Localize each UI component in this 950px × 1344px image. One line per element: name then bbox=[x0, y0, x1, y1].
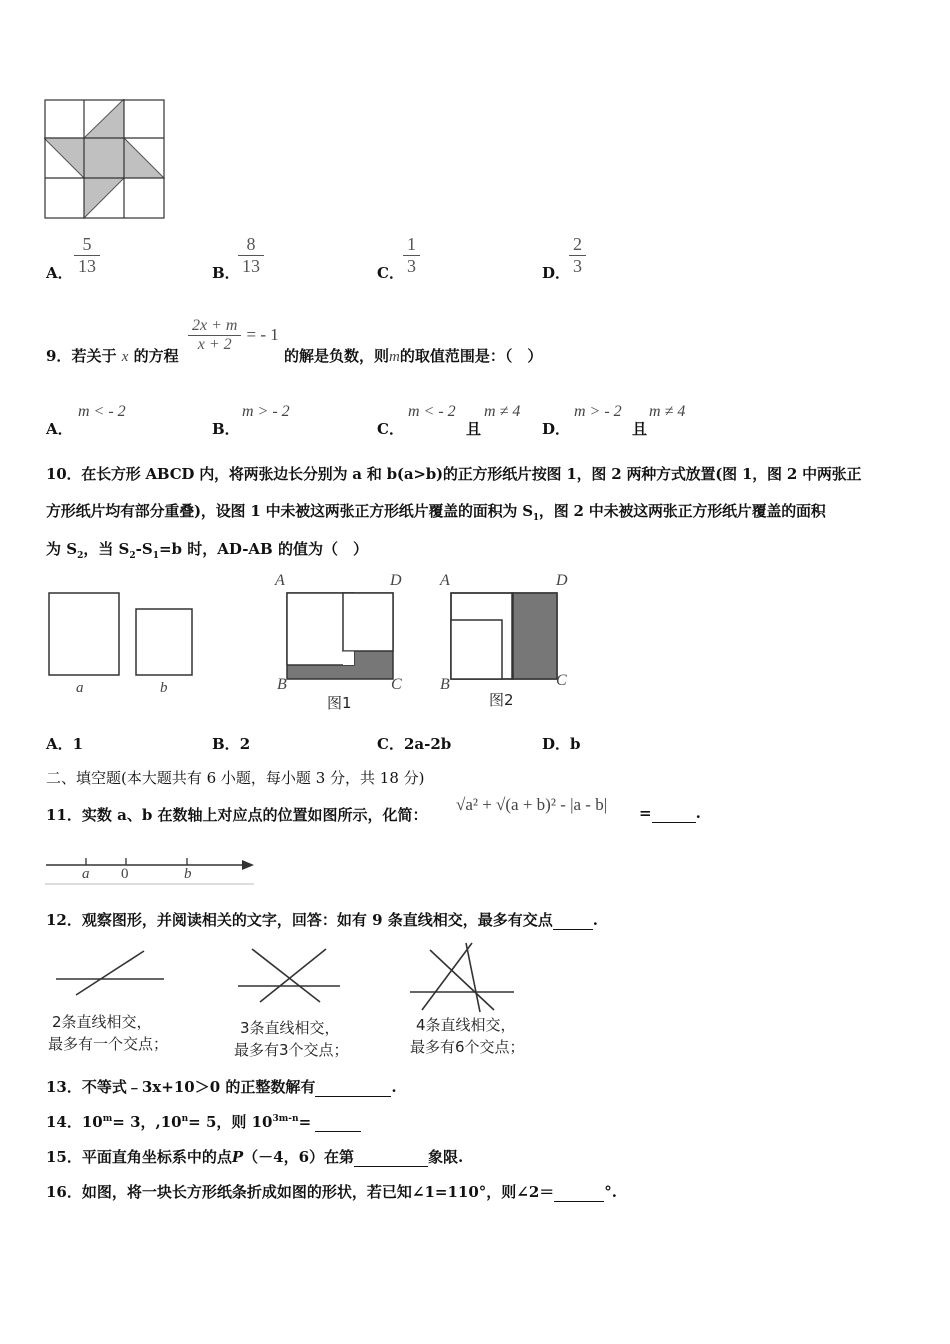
q12-stem[interactable]: 12．观察图形，并阅读相关的文字，回答：如有 9 条直线相交，最多有交点 . bbox=[46, 911, 598, 929]
q11-expression: √a² + √(a + b)² - |a - b| bbox=[456, 795, 608, 814]
q12-caption-3: 4条直线相交， 最多有6个交点； bbox=[410, 1016, 525, 1056]
section-2-heading: 二、填空题(本大题共有 6 小题，每小题 3 分，共 18 分) bbox=[46, 769, 425, 787]
q12-caption-2: 3条直线相交， 最多有3个交点； bbox=[234, 1019, 349, 1059]
q8-option-d-fraction: $\frac{2}{3}$ bbox=[569, 234, 586, 277]
q12-two-lines-figure bbox=[52, 948, 170, 996]
q10-option-c[interactable]: C．2a-2b bbox=[377, 735, 452, 753]
q9-stem-part1: 9．若关于 x 的方程 bbox=[46, 347, 179, 365]
fig1-caption: 图1 bbox=[327, 694, 352, 712]
q8-option-c[interactable]: C． bbox=[377, 264, 404, 282]
fig2-label-a: A bbox=[440, 572, 450, 589]
fig2-label-d: D bbox=[556, 572, 568, 589]
q9-option-a-expr: m < - 2 bbox=[78, 403, 126, 420]
q9-option-d-and: 且 bbox=[632, 420, 648, 438]
q11-answer-blank[interactable]: = . bbox=[639, 804, 701, 822]
q8-option-d[interactable]: D． bbox=[542, 264, 571, 282]
q11-number-line bbox=[44, 852, 256, 886]
q9-option-d-expr2: m ≠ 4 bbox=[649, 403, 686, 420]
q8-option-c-fraction: $\frac{1}{3}$ bbox=[403, 234, 420, 277]
q8-option-a-fraction: $\frac{5}{13}$ bbox=[74, 234, 100, 277]
number-line-label-0: 0 bbox=[121, 866, 129, 882]
q10-line1: 10．在长方形 ABCD 内，将两张边长分别为 a 和 b(a>b)的正方形纸片按图 1，图 2 两种方式放置(图 1，图 2 中两张正 bbox=[46, 465, 862, 483]
fig1-label-c: C bbox=[391, 676, 402, 693]
fig1-label-d: D bbox=[390, 572, 402, 589]
q9-option-b-expr: m > - 2 bbox=[242, 403, 290, 420]
q8-option-b-fraction: $\frac{8}{13}$ bbox=[238, 234, 264, 277]
q9-option-d[interactable]: D． bbox=[542, 420, 571, 438]
q9-option-c-expr: m < - 2 bbox=[408, 403, 456, 420]
q9-option-d-expr: m > - 2 bbox=[574, 403, 622, 420]
q13-stem[interactable]: 13．不等式﹣3x+10＞0 的正整数解有 . bbox=[46, 1078, 397, 1096]
q15-stem[interactable]: 15．平面直角坐标系中的点P（－4，6）在第 象限. bbox=[46, 1148, 464, 1166]
fig1-label-a: A bbox=[275, 572, 285, 589]
q12-caption-1: 2条直线相交， 最多有一个交点； bbox=[48, 1013, 169, 1053]
q9-stem-part2: 的解是负数，则m的取值范围是：（ ） bbox=[284, 347, 543, 365]
fig1-label-b: B bbox=[277, 676, 287, 693]
q9-option-c-and: 且 bbox=[466, 420, 482, 438]
fig2-label-b: B bbox=[440, 676, 450, 693]
q10-option-d[interactable]: D．b bbox=[542, 735, 581, 753]
q8-option-a[interactable]: A． bbox=[46, 264, 73, 282]
q12-three-lines-figure bbox=[236, 944, 344, 1006]
q9-option-c-expr2: m ≠ 4 bbox=[484, 403, 521, 420]
q9-equation: $\frac{2x + m}{x + 2}$ = - 1 bbox=[188, 317, 279, 354]
q10-option-b[interactable]: B．2 bbox=[212, 735, 251, 753]
q12-four-lines-figure bbox=[408, 940, 518, 1016]
fig2-caption: 图2 bbox=[489, 691, 514, 709]
q8-grid-figure bbox=[44, 99, 168, 221]
number-line-label-a: a bbox=[82, 866, 90, 882]
q10-label-b: b bbox=[160, 680, 168, 696]
q16-stem[interactable]: 16．如图，将一块长方形纸条折成如图的形状，若已知∠1=110°，则∠2＝ °. bbox=[46, 1183, 618, 1201]
q10-figure2 bbox=[450, 590, 560, 682]
q10-option-a[interactable]: A．1 bbox=[46, 735, 84, 753]
q10-squares-figure bbox=[44, 588, 204, 700]
q14-stem[interactable]: 14．$10^m= 3$，$,10^n= 5$，则 $10^{3m-n}=$ bbox=[46, 1111, 361, 1132]
q10-label-a: a bbox=[76, 680, 84, 696]
q9-option-c[interactable]: C． bbox=[377, 420, 404, 438]
q8-option-b[interactable]: B． bbox=[212, 264, 240, 282]
fig2-label-c: C bbox=[556, 672, 567, 689]
q10-line2: 方形纸片均有部分重叠)，设图 1 中未被这两张正方形纸片覆盖的面积为 $S_1$，图 2 中未被这两张正方形纸片覆盖的面积 bbox=[46, 502, 826, 523]
q9-option-b[interactable]: B． bbox=[212, 420, 240, 438]
number-line-label-b: b bbox=[184, 866, 192, 882]
q10-figure1 bbox=[286, 590, 396, 682]
q9-option-a[interactable]: A． bbox=[46, 420, 73, 438]
q10-line3: 为 $S_2$，当 $S_2-S_1=b$ 时，AD-AB 的值为（ ） bbox=[46, 540, 368, 561]
q11-stem: 11．实数 a、b 在数轴上对应点的位置如图所示，化简： bbox=[46, 806, 428, 824]
